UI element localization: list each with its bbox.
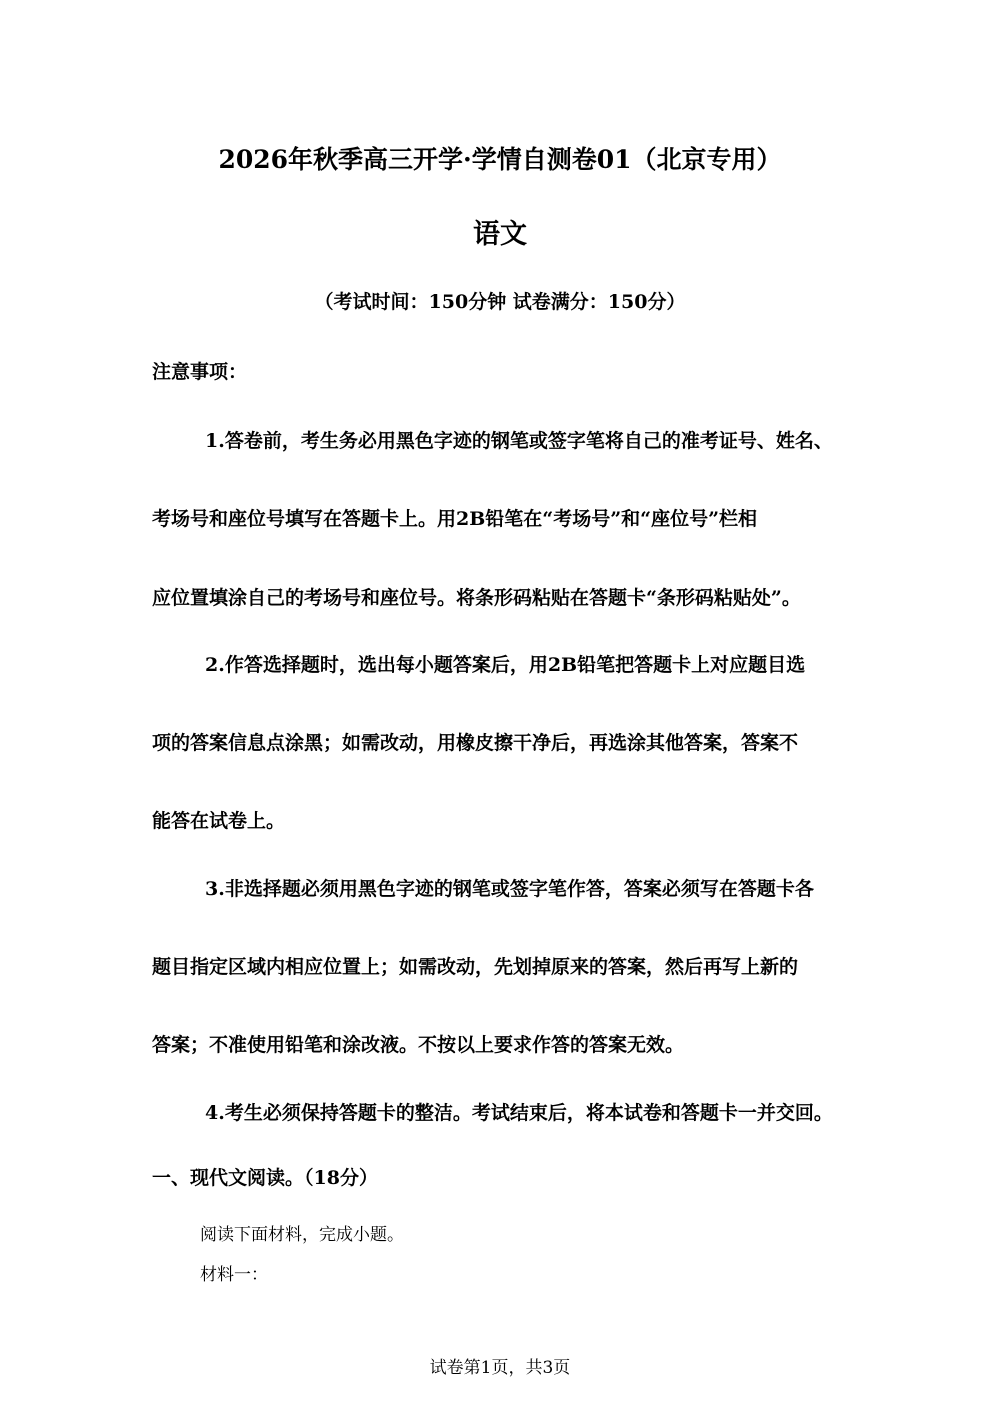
notice-line: 答案；不准使用铅笔和涂改液。不按以上要求作答的答案无效。	[152, 1034, 685, 1056]
section-heading: 一、现代文阅读。（18分）	[152, 1167, 378, 1189]
notice-line: 1.答卷前，考生务必用黑色字迹的钢笔或签字笔将自己的准考证号、姓名、	[205, 430, 833, 452]
page-title: 2026年秋季高三开学·学情自测卷01（北京专用）	[218, 145, 782, 174]
notice-line: 应位置填涂自己的考场号和座位号。将条形码粘贴在答题卡“条形码粘贴处”。	[152, 587, 801, 609]
exam-info: （考试时间：150分钟 试卷满分：150分）	[314, 291, 686, 313]
notice-heading: 注意事项：	[152, 361, 248, 383]
notice-line: 4.考生必须保持答题卡的整洁。考试结束后，将本试卷和答题卡一并交回。	[205, 1102, 833, 1124]
page-footer: 试卷第1页，共3页	[429, 1358, 571, 1378]
notice-line: 3.非选择题必须用黑色字迹的钢笔或签字笔作答，答案必须写在答题卡各	[205, 878, 814, 900]
subject-title: 语文	[473, 219, 527, 250]
material-label: 材料一：	[200, 1265, 268, 1285]
notice-line: 题目指定区域内相应位置上；如需改动，先划掉原来的答案，然后再写上新的	[152, 956, 799, 978]
notice-line: 2.作答选择题时，选出每小题答案后，用2B铅笔把答题卡上对应题目选	[205, 654, 806, 676]
notice-line: 项的答案信息点涂黑；如需改动，用橡皮擦干净后，再选涂其他答案，答案不	[152, 732, 799, 754]
notice-line: 能答在试卷上。	[152, 810, 286, 832]
notice-line: 考场号和座位号填写在答题卡上。用2B铅笔在“考场号”和“座位号”栏相	[152, 508, 757, 530]
section-instruction: 阅读下面材料，完成小题。	[200, 1225, 404, 1245]
